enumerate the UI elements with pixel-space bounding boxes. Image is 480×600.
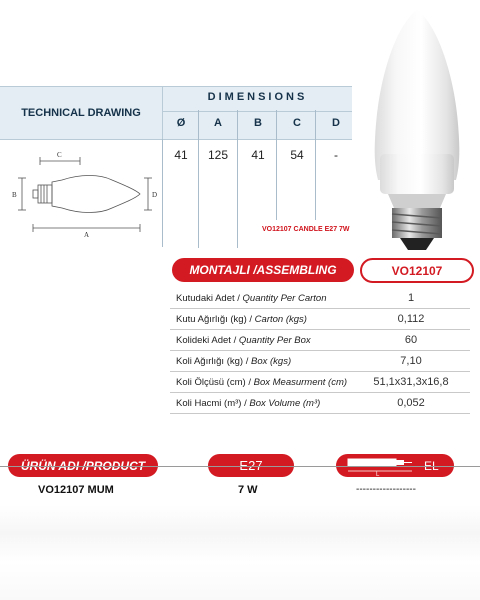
spec-label-en: Carton (kgs) [254,314,307,325]
value-diameter: 41 [174,148,188,162]
spec-row [170,309,470,330]
value-a: 125 [207,148,229,162]
value-c: 54 [290,148,304,162]
dimensions-header [0,86,352,140]
column-separator [315,110,316,220]
base-type-badge: E27 [208,454,294,477]
bottom-reflection [0,505,480,600]
dim-label-b: B [12,191,17,199]
lamp-image [362,4,472,256]
column-separator [237,110,238,248]
spec-label: Koli Hacmi (m³) / [176,398,250,409]
spec-value: 60 [404,334,418,346]
spec-row [170,288,470,309]
col-header-c: C [293,117,301,129]
assembling-label [172,258,354,282]
spec-label-en: Quantity Per Carton [242,293,327,304]
spec-row [170,330,470,351]
spec-value: 7,10 [400,355,422,367]
product-divider [0,466,480,467]
col-header-b: B [254,117,262,129]
col-header-a: A [214,117,222,129]
technical-drawing-title: TECHNICAL DRAWING [0,87,163,139]
col-header-d: D [332,117,340,129]
column-separator [198,110,199,248]
spec-row [170,372,470,393]
spec-label: Koli Ağırlığı (kg) / [176,356,251,367]
spec-label-en: Box (kgs) [250,356,292,367]
column-separator [276,110,277,220]
spec-label: Kolideki Adet / [176,335,239,346]
product-header-en: PRODUCT [85,458,146,473]
el-label: EL [424,459,439,473]
spec-label: Kutudaki Adet / [176,293,243,304]
spec-row [170,351,470,372]
assembling-label-tr: MONTAJLI / [189,263,257,277]
spec-label: Kutu Ağırlığı (kg) / [176,314,255,325]
product-power: 7 W [238,484,258,496]
spec-label-en: Box Measurment (cm) [253,377,348,388]
product-header-tr: ÜRÜN ADI / [20,458,86,473]
dim-label-c: C [57,151,62,159]
dim-label-a: A [84,231,90,239]
assembling-code: VO12107 [360,258,474,283]
spec-value: 1 [407,292,415,304]
product-name: VO12107 MUM [38,484,114,496]
length-label: L [376,472,380,477]
dim-label-d: D [152,191,158,199]
spec-label-en: Quantity Per Box [238,335,311,346]
value-d: - [334,148,338,162]
header-divider [163,111,352,112]
spec-value: 0,112 [397,313,425,325]
spec-label-en: Box Volume (m³) [249,398,321,409]
col-header-diameter: Ø [176,117,186,129]
dimensions-title: DIMENSIONS [207,91,308,103]
spec-value: 0,052 [397,397,425,409]
model-note: VO12107 CANDLE E27 7W [262,226,350,233]
spec-value: 51,1x31,3x16,8 [373,376,449,388]
assembling-label-en: ASSEMBLING [256,263,337,277]
spec-label: Koli Ölçüsü (cm) / [176,377,254,388]
technical-drawing [0,140,160,240]
spec-row [170,393,470,414]
product-el-value: ------------------ [356,484,416,495]
value-b: 41 [251,148,265,162]
